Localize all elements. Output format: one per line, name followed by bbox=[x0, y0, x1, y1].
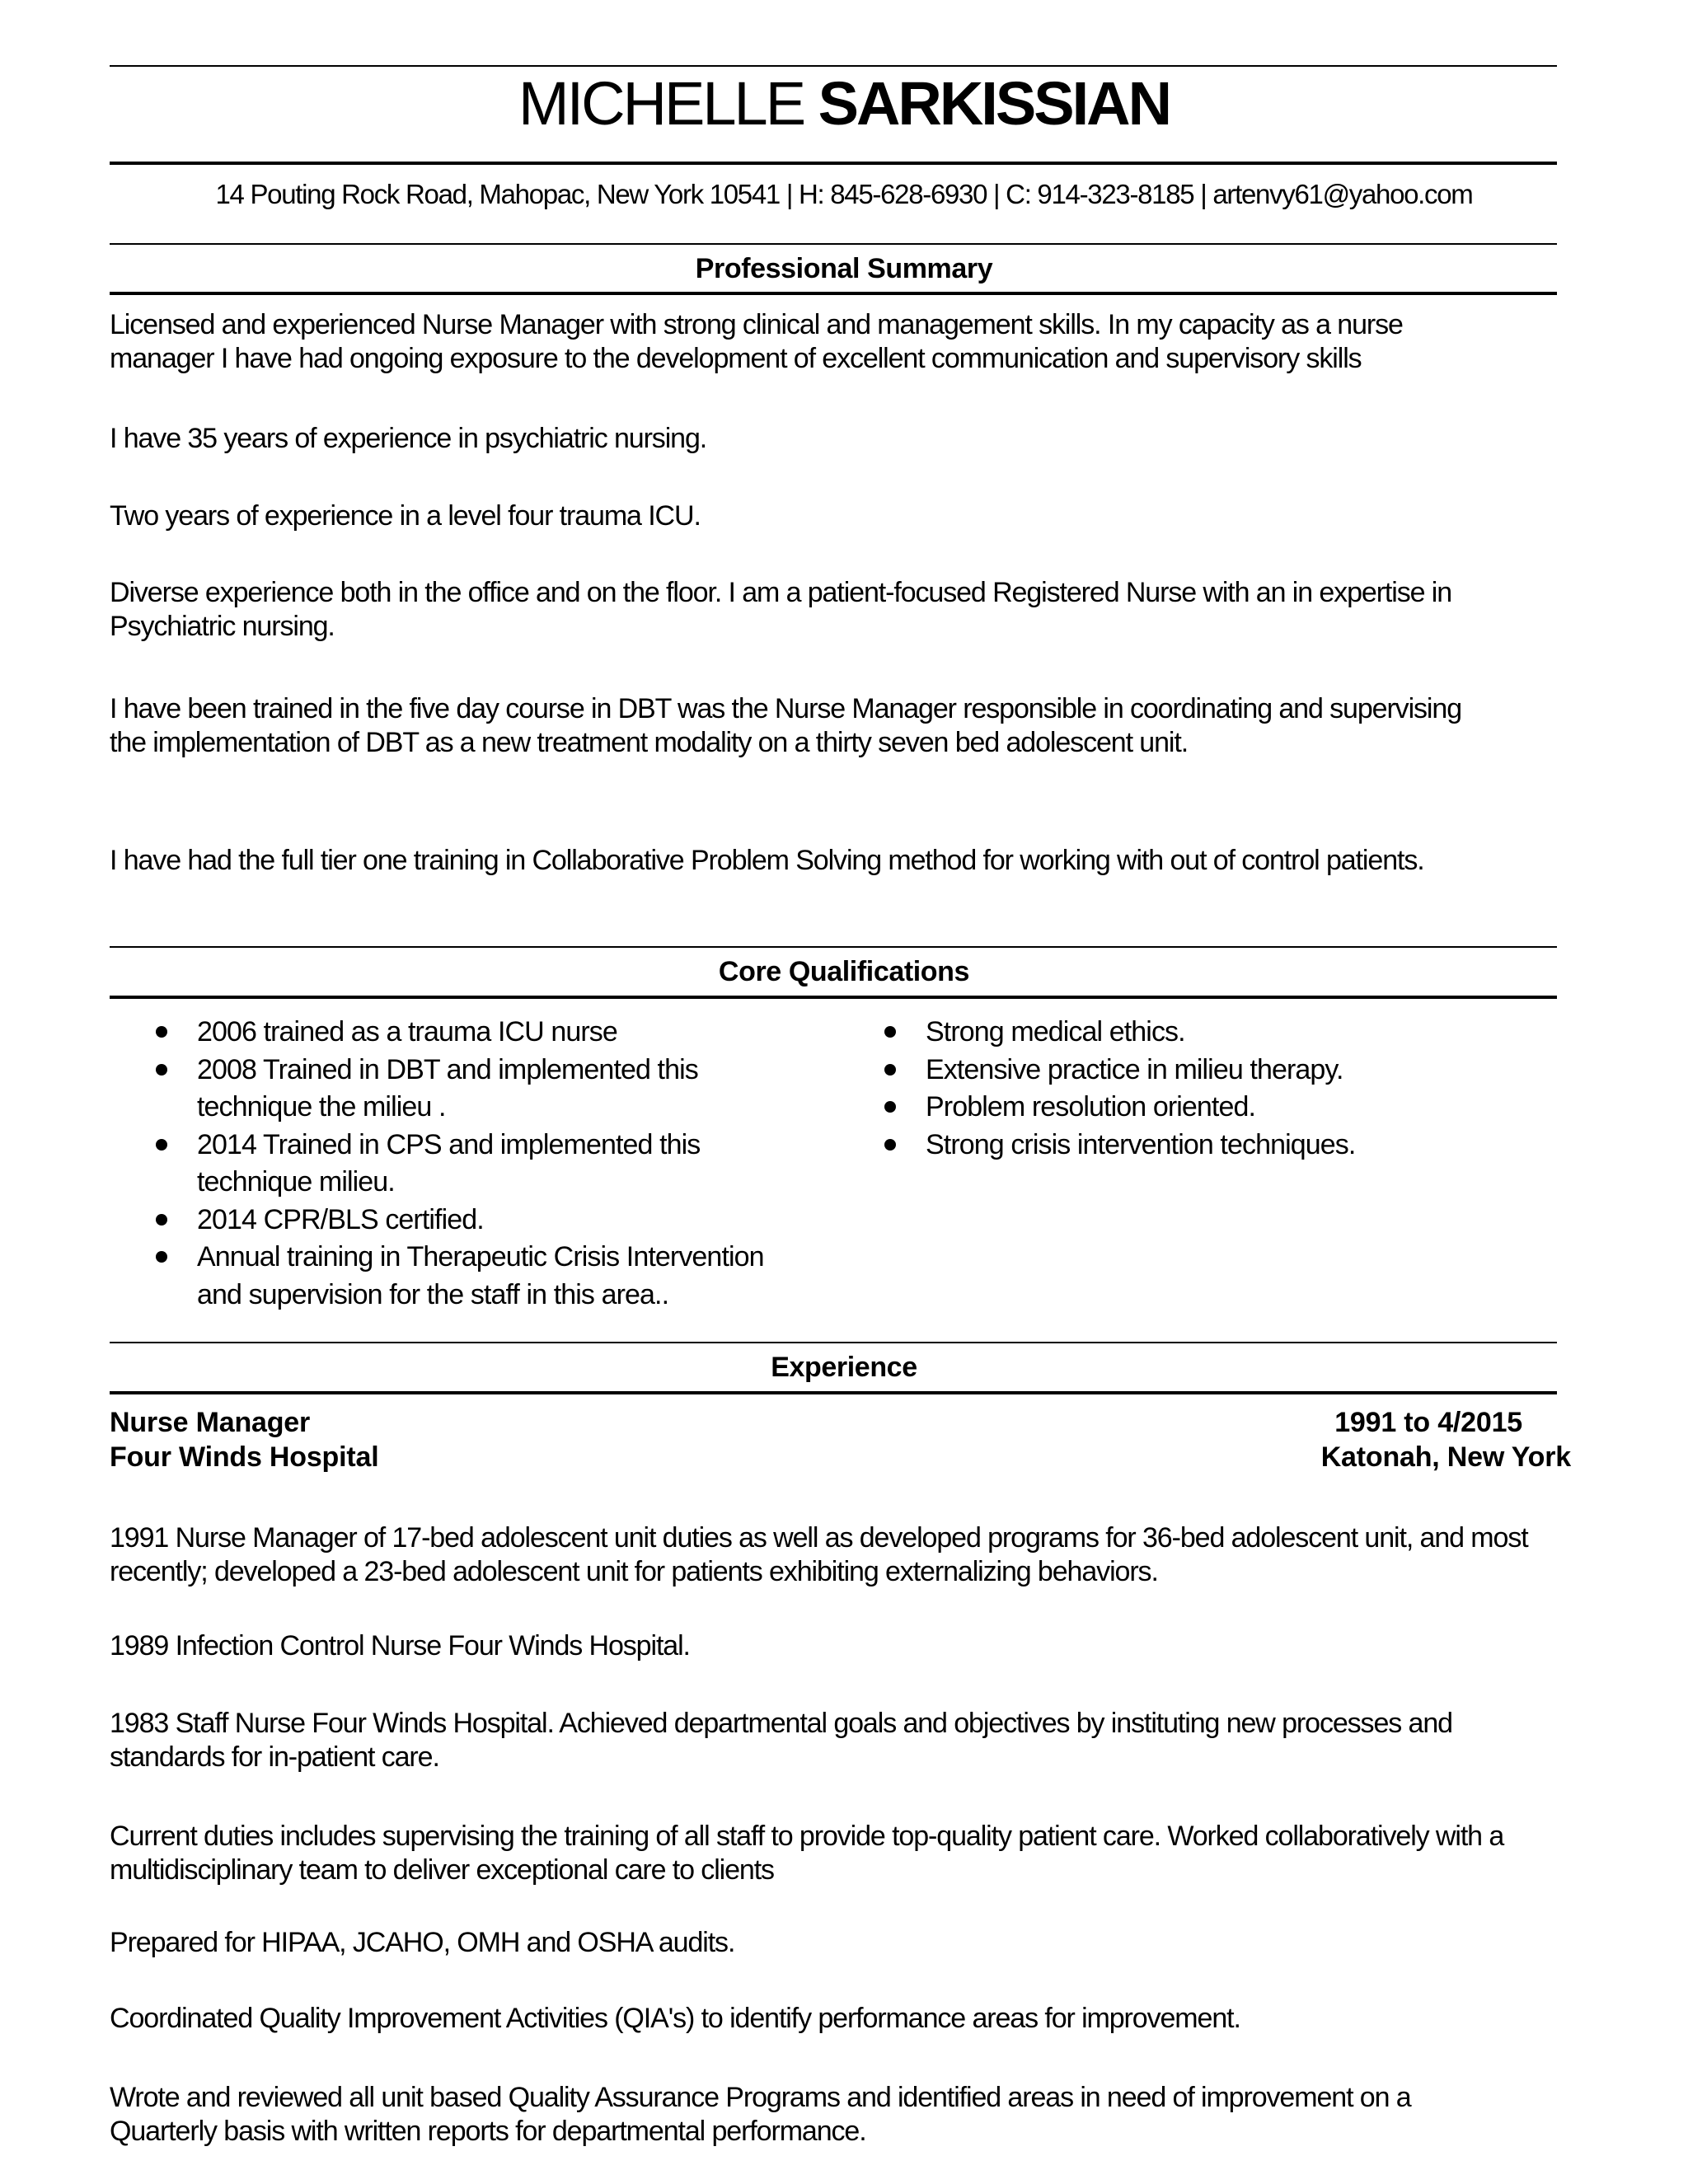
summary-title: Professional Summary bbox=[695, 253, 993, 284]
qualification-item bbox=[838, 1089, 1547, 1127]
experience-paragraph: Wrote and reviewed all unit based Quality Assurance Programs and identified areas in need of improvement on a Quarterly basis with written reports for departmental performance. bbox=[110, 2082, 1411, 2147]
qualification-item bbox=[838, 1127, 1547, 1165]
bullet-icon bbox=[884, 1101, 896, 1113]
qualifications-left-list bbox=[110, 1014, 851, 1314]
experience-paragraph: 1991 Nurse Manager of 17-bed adolescent unit duties as well as developed programs for 36-bed adolescent unit, and most recently; developed a 23-bed adolescent unit for patients exhibiting externalizing behaviors. bbox=[110, 1522, 1528, 1587]
experience-paragraph: Current duties includes supervising the training of all staff to provide top-quality patient care. Worked collaboratively with a multidisciplinary team to deliver exceptional care to clients bbox=[110, 1821, 1504, 1886]
bullet-icon bbox=[156, 1214, 167, 1226]
first-name: MICHELLE bbox=[518, 69, 804, 138]
job-location: Katonah, New York bbox=[1320, 1441, 1571, 1473]
qualification-text: Annual training in Therapeutic Crisis Intervention and supervision for the staff in this area.. bbox=[197, 1241, 764, 1310]
candidate-name bbox=[0, 68, 1688, 140]
qualifications-top-rule bbox=[110, 946, 1557, 948]
bullet-icon bbox=[156, 1251, 167, 1263]
summary-paragraph: I have been trained in the five day course in DBT was the Nurse Manager responsible in coordinating and supervising the implementation of DBT as a new treatment modality on a thirty seven bed adolescent unit. bbox=[110, 693, 1462, 758]
summary-paragraph: I have 35 years of experience in psychiatric nursing. bbox=[110, 423, 707, 454]
qualification-text: 2008 Trained in DBT and implemented this technique the milieu . bbox=[197, 1053, 698, 1122]
name-rule bbox=[110, 162, 1557, 165]
experience-top-rule bbox=[110, 1342, 1557, 1343]
qualification-text: Strong medical ethics. bbox=[926, 1016, 1185, 1047]
summary-top-rule bbox=[110, 243, 1557, 245]
experience-paragraph: Coordinated Quality Improvement Activities (QIA's) to identify performance areas for improvement. bbox=[110, 2003, 1240, 2034]
qualification-item bbox=[838, 1052, 1547, 1090]
top-rule bbox=[110, 65, 1557, 67]
bullet-icon bbox=[884, 1026, 896, 1038]
summary-paragraph: Two years of experience in a level four trauma ICU. bbox=[110, 500, 701, 532]
qualification-item bbox=[110, 1127, 851, 1202]
qualification-item bbox=[110, 1202, 851, 1240]
qualification-text: 2014 CPR/BLS certified. bbox=[197, 1203, 484, 1235]
summary-bottom-rule bbox=[110, 292, 1557, 295]
bullet-icon bbox=[884, 1139, 896, 1151]
job-dates: 1991 to 4/2015 bbox=[1334, 1407, 1522, 1438]
qualification-text: 2006 trained as a trauma ICU nurse bbox=[197, 1016, 617, 1047]
last-name: SARKISSIAN bbox=[818, 69, 1170, 138]
qualification-item bbox=[110, 1014, 851, 1052]
experience-bottom-rule bbox=[110, 1391, 1557, 1394]
summary-paragraph: Diverse experience both in the office and on the floor. I am a patient-focused Registered Nurse with an in expertise in Psychiatric nursing. bbox=[110, 577, 1452, 642]
bullet-icon bbox=[156, 1026, 167, 1038]
bullet-icon bbox=[156, 1064, 167, 1076]
experience-title: Experience bbox=[771, 1352, 917, 1383]
experience-paragraph: 1989 Infection Control Nurse Four Winds Hospital. bbox=[110, 1630, 690, 1661]
qualification-text: Strong crisis intervention techniques. bbox=[926, 1128, 1356, 1160]
qualification-text: Problem resolution oriented. bbox=[926, 1091, 1256, 1122]
experience-paragraph: Prepared for HIPAA, JCAHO, OMH and OSHA audits. bbox=[110, 1927, 735, 1958]
qualification-item bbox=[110, 1052, 851, 1127]
summary-paragraph: Licensed and experienced Nurse Manager with strong clinical and management skills. In my capacity as a nurse manager I have had ongoing exposure to the development of excellent communication and supervisory skills bbox=[110, 309, 1403, 374]
bullet-icon bbox=[884, 1064, 896, 1076]
contact-line: 14 Pouting Rock Road, Mahopac, New York 10541 | H: 845-628-6930 | C: 914-323-8185 | artenvy61@yahoo.com bbox=[215, 179, 1473, 209]
qualification-item bbox=[110, 1239, 851, 1314]
qualifications-right-list bbox=[838, 1014, 1547, 1164]
bullet-icon bbox=[156, 1139, 167, 1151]
employer-name: Four Winds Hospital bbox=[110, 1441, 379, 1473]
qualification-item bbox=[838, 1014, 1547, 1052]
summary-paragraph: I have had the full tier one training in Collaborative Problem Solving method for working with out of control patients. bbox=[110, 845, 1424, 876]
experience-paragraph: 1983 Staff Nurse Four Winds Hospital. Achieved departmental goals and objectives by instituting new processes and standards for in-patient care. bbox=[110, 1708, 1452, 1773]
qualification-text: Extensive practice in milieu therapy. bbox=[926, 1053, 1343, 1085]
job-title: Nurse Manager bbox=[110, 1407, 311, 1438]
qualification-text: 2014 Trained in CPS and implemented this technique milieu. bbox=[197, 1128, 701, 1197]
qualifications-title: Core Qualifications bbox=[718, 956, 970, 987]
qualifications-bottom-rule bbox=[110, 996, 1557, 999]
